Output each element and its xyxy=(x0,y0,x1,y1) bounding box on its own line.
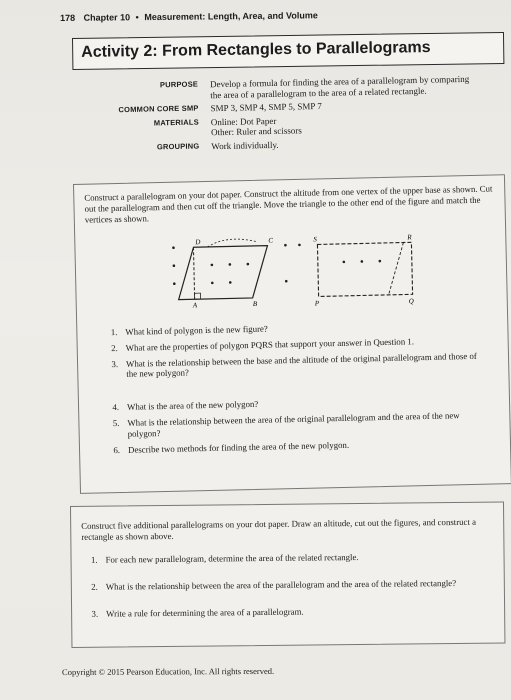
question-text: What is the area of the new polygon? xyxy=(126,399,259,413)
part-1-questions xyxy=(77,318,510,456)
meta-line: Work individually. xyxy=(211,139,279,151)
part-2-questions xyxy=(72,550,505,619)
meta-value xyxy=(210,73,510,100)
question-number: 1. xyxy=(90,554,98,565)
parallelogram-diagram xyxy=(167,228,429,314)
header-separator: • xyxy=(135,12,139,23)
question-number: 1. xyxy=(110,327,118,338)
question-text: What is the relationship between the area of the original parallelogram and the area of the new polygon? xyxy=(127,410,460,439)
part-1-instructions: Construct a parallelogram on your dot paper. Construct the altitude from one vertex of the upper base as shown. Cut out the parallelogram and then cut off the triangle. Move the triangle to the other end of the figure and match the vertices as shown. xyxy=(84,183,493,225)
question-number: 3. xyxy=(91,608,99,619)
label-b: B xyxy=(252,299,258,308)
meta-line: SMP 3, SMP 4, SMP 5, SMP 7 xyxy=(210,100,322,114)
meta-value xyxy=(211,134,511,151)
dot-grid xyxy=(172,242,381,285)
running-head xyxy=(60,10,318,23)
meta-line: the area of a parallelogram to the area of a related rectangle. xyxy=(210,85,427,100)
question-number: 4. xyxy=(112,402,120,413)
question-number: 5. xyxy=(112,417,120,429)
meta-label: PURPOSE xyxy=(159,79,199,90)
question-text: Write a rule for determining the area of a parallelogram. xyxy=(106,606,304,619)
activity-title: Activity 2: From Rectangles to Parallelograms xyxy=(81,38,431,61)
meta-label: COMMON CORE SMP xyxy=(118,103,199,115)
label-q: Q xyxy=(408,297,414,306)
label-c: C xyxy=(268,236,274,245)
parallelogram-figure xyxy=(167,228,429,314)
question-text: For each new parallelogram, determine the area of the related rectangle. xyxy=(105,551,359,565)
chapter-label: Chapter 10 xyxy=(83,12,131,23)
question-text: Describe two methods for finding the area of the new polygon. xyxy=(127,439,350,455)
question-item xyxy=(78,350,508,381)
question-number: 3. xyxy=(111,358,119,369)
question-item xyxy=(79,409,509,440)
meta-line: Develop a formula for finding the area of a parallelogram by comparing xyxy=(209,73,470,90)
page-number: 178 xyxy=(60,12,76,23)
meta-label: MATERIALS xyxy=(153,117,199,127)
question-number: 2. xyxy=(111,342,118,353)
meta-label: GROUPING xyxy=(156,141,200,151)
activity-meta xyxy=(80,73,511,157)
chapter-title: Measurement: Length, Area, and Volume xyxy=(144,10,318,23)
label-d: D xyxy=(195,238,201,247)
question-number: 6. xyxy=(113,444,121,455)
part-2-instructions: Construct five additional parallelograms on your dot paper. Draw an altitude, cut out the figures, and construct a rectangle as shown above. xyxy=(81,516,477,542)
activity-part-1 xyxy=(73,174,511,494)
question-text: What is the relationship between the area of the parallelogram and the area of the related rectangle? xyxy=(105,577,457,592)
label-s: S xyxy=(313,235,317,244)
question-text: What is the relationship between the base and the altitude of the original parallelogram and those of the new polygon? xyxy=(125,350,477,380)
activity-part-2 xyxy=(70,501,505,648)
meta-line: Other: Ruler and scissors xyxy=(210,125,302,138)
label-r: R xyxy=(407,233,412,242)
question-text: What are the properties of polygon PQRS that support your answer in Question 1. xyxy=(125,336,415,353)
label-p: P xyxy=(314,299,320,308)
copyright-notice: Copyright © 2015 Pearson Education, Inc. All rights reserved. xyxy=(62,665,275,677)
label-a: A xyxy=(192,301,198,310)
meta-line: Online: Dot Paper xyxy=(210,115,277,127)
question-number: 2. xyxy=(91,581,98,592)
activity-title-box xyxy=(72,32,504,70)
question-item xyxy=(72,550,504,565)
question-text: What kind of polygon is the new figure? xyxy=(125,323,268,337)
meta-value xyxy=(211,110,511,137)
question-item xyxy=(72,604,504,619)
question-item xyxy=(72,577,504,592)
